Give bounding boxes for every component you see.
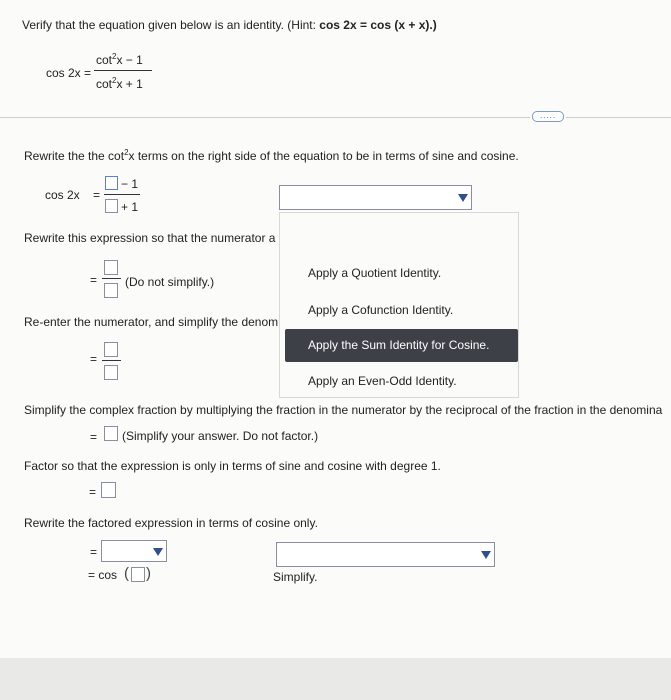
step2-equals: = xyxy=(90,273,98,287)
menu-item-sum-identity-cosine[interactable]: Apply the Sum Identity for Cosine. xyxy=(285,329,518,362)
question-prompt xyxy=(22,18,437,32)
step5-answer-input[interactable] xyxy=(101,482,116,498)
equation-numerator: $\cot^2x - 1$ xyxy=(96,52,143,67)
step6-equals: = xyxy=(90,545,98,559)
step2-fraction-bar xyxy=(102,278,121,279)
step3-fraction-bar xyxy=(102,360,121,361)
chevron-down-icon xyxy=(481,551,491,559)
step1-fraction-bar xyxy=(104,194,140,195)
step2-instruction: Rewrite this expression so that the numerator a xyxy=(24,231,276,245)
step4-instruction: Simplify the complex fraction by multiplying the fraction in the numerator by the reciprocal of the fraction in the denomina xyxy=(24,403,663,417)
step3-instruction: Re-enter the numerator, and simplify the denom xyxy=(24,315,279,329)
step1-denominator-suffix: + 1 xyxy=(121,200,139,214)
right-paren: ) xyxy=(146,565,151,582)
step4-equals: = xyxy=(90,430,98,444)
simplify-label: Simplify. xyxy=(273,570,318,584)
step1-instruction: Rewrite the the $\cot^2x$ terms on the right side of the equation to be in terms of sine and cosine. xyxy=(24,148,519,163)
step6-justification-dropdown[interactable] xyxy=(276,542,495,567)
equation-lhs: cos 2x = xyxy=(46,66,92,80)
step6-cos-argument-input[interactable] xyxy=(131,567,145,582)
step6-cos-label: = cos xyxy=(88,568,118,582)
chevron-down-icon xyxy=(153,548,163,556)
step1-denominator-input[interactable] xyxy=(105,199,118,213)
step1-lhs: cos 2x xyxy=(45,188,80,202)
chevron-down-icon xyxy=(458,194,468,202)
prompt-text: Verify that the equation given below is an identity. (Hint: xyxy=(22,18,316,32)
step1-justification-dropdown[interactable] xyxy=(279,185,472,210)
left-paren: ( xyxy=(124,565,129,582)
step3-numerator-input[interactable] xyxy=(104,342,118,357)
step5-equals: = xyxy=(89,485,97,499)
step4-note: (Simplify your answer. Do not factor.) xyxy=(122,429,319,443)
step2-denominator-input[interactable] xyxy=(104,283,118,298)
section-divider-right xyxy=(566,117,671,118)
equation-denominator: $\cot^2x + 1$ xyxy=(96,76,143,91)
step3-denominator-input[interactable] xyxy=(104,365,118,380)
section-divider xyxy=(0,117,530,118)
more-options-button[interactable]: ..... xyxy=(532,111,564,122)
menu-item-quotient-identity[interactable]: Apply a Quotient Identity. xyxy=(308,266,442,280)
step6-expression-dropdown[interactable] xyxy=(101,540,167,562)
step3-equals: = xyxy=(90,352,98,366)
step4-answer-input[interactable] xyxy=(104,426,118,441)
step2-numerator-input[interactable] xyxy=(104,260,118,275)
step6-instruction: Rewrite the factored expression in terms of cosine only. xyxy=(24,516,318,530)
justification-menu xyxy=(279,212,519,398)
step1-equals: = xyxy=(93,188,101,202)
step1-numerator-input[interactable] xyxy=(105,176,118,190)
equation-fraction-bar xyxy=(94,70,152,71)
menu-item-cofunction-identity[interactable]: Apply a Cofunction Identity. xyxy=(308,303,454,317)
step2-note: (Do not simplify.) xyxy=(125,275,215,289)
menu-item-even-odd-identity[interactable]: Apply an Even-Odd Identity. xyxy=(308,374,457,388)
hint-math: cos 2x = cos (x + x).) xyxy=(319,18,437,32)
step1-numerator-suffix: − 1 xyxy=(121,177,139,191)
footer-band xyxy=(0,658,671,700)
step5-instruction: Factor so that the expression is only in terms of sine and cosine with degree 1. xyxy=(24,459,441,473)
